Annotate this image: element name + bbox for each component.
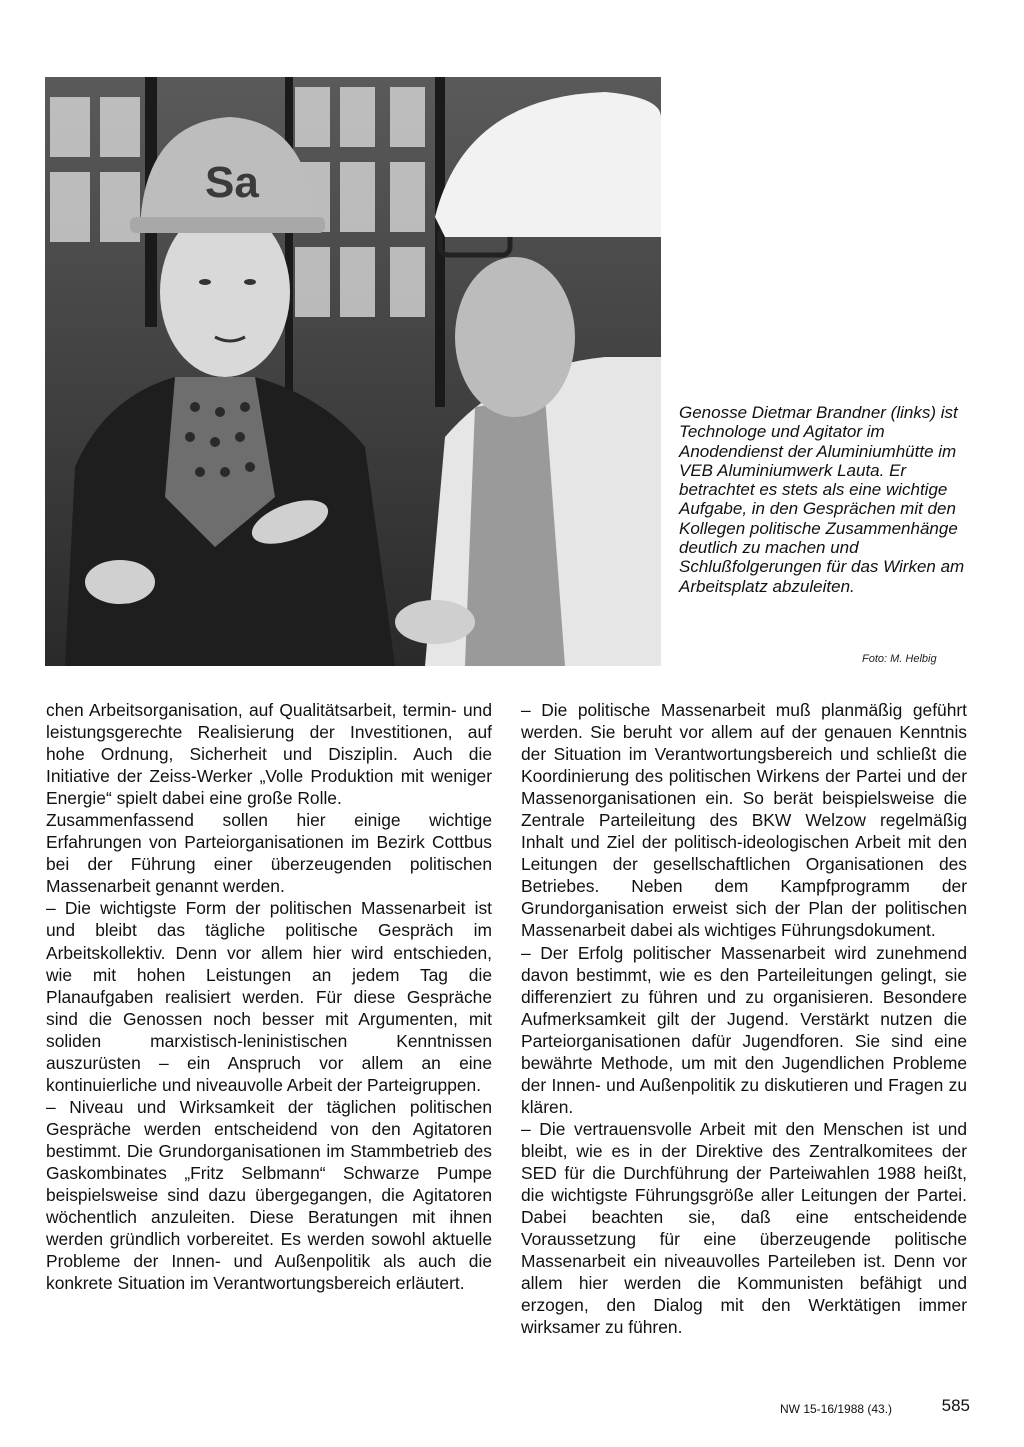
left-column [46,699,492,1294]
issue-label: NW 15-16/1988 (43.) [780,1402,893,1416]
paragraph: – Die politische Massenarbeit muß planmäßig geführt werden. Sie beruht vor allem auf der genauen Kenntnis der Situation im Verantwortungsbereich und schließt die Koordinierung des politischen Wirkens der Partei und der Massenorganisationen ein. So berät beispielsweise die Zentrale Parteileitung des BKW Welzow regelmäßig Inhalt und Ziel der politisch-ideologischen Arbeit mit den Leitungen der gesellschaftlichen Organisationen des Betriebes. Neben dem Kampfprogramm der Grundorganisation erweist sich der Plan der politischen Massenarbeit dabei als wichtiges Führungsdokument. [521,700,967,941]
paragraph: Zusammenfassend sollen hier einige wichtige Erfahrungen von Parteiorganisationen im Bezirk Cottbus bei der Führung einer überzeugenden politischen Massenarbeit genannt werden. [46,810,492,897]
photo-caption [679,403,969,596]
paragraph: – Die wichtigste Form der politischen Massenarbeit ist und bleibt das tägliche politische Gespräch im Arbeitskollektiv. Denn vor allem hier wird entschieden, wie mit hohen Leistungen an jedem Tag die Planaufgaben realisiert werden. Für diese Gespräche sind die Genossen noch besser mit Argumenten, mit soliden marxistisch-leninistischen Kenntnissen auszurüsten – ein Anspruch vor allem an eine kontinuierliche und niveauvolle Arbeit der Parteigruppen. [46,898,492,1095]
paragraph: – Die vertrauensvolle Arbeit mit den Menschen ist und bleibt, wie es in der Direktive des Zentralkomitees der SED für die Durchführung der Parteiwahlen 1988 heißt, die wichtigste Führungsgröße aller Leitungen der Partei. Dabei beachten sie, daß eine entscheidende Voraussetzung für eine überzeugende politische Massenarbeit ein niveauvolles Parteileben ist. Denn vor allem hier werden die Kommunisten befähigt und erzogen, den Dialog mit den Werktätigen immer wirksamer zu führen. [521,1118,967,1338]
photo-two-workers [45,77,661,666]
photo-credit: Foto: M. Helbig [862,653,937,665]
caption-text: Genosse Dietmar Brandner (links) ist Technologe und Agitator im Anodendienst der Aluminiumhütte im VEB Aluminiumwerk Lauta. Er betrachtet es stets als eine wichtige Aufgabe, in den Gesprächen mit den Kollegen politische Zusammenhänge deutlich zu machen und Schlußfolgerungen für das Wirken am Arbeitsplatz abzuleiten. [679,403,965,596]
helmet-text: Sa [205,158,259,207]
page-number: 585 [941,1396,970,1415]
paragraph: – Niveau und Wirksamkeit der täglichen politischen Gespräche werden entscheidend von den Agitatoren bestimmt. Die Grundorganisationen im Stammbetrieb des Gaskombinates „Fritz Selbmann“ Schwarze Pumpe beispielsweise sind dazu übergegangen, die Agitatoren wöchentlich anzuleiten. Diese Beratungen mit ihnen werden gründlich vorbereitet. Es werden sowohl aktuelle Probleme der Innen- und Außenpolitik als auch die konkrete Situation im Verantwortungsbereich erläutert. [46,1096,492,1294]
paragraph: – Der Erfolg politischer Massenarbeit wird zunehmend davon bestimmt, wie es den Parteileitungen gelingt, sie differenziert zu führen und zu organisieren. Besondere Aufmerksamkeit gilt der Jugend. Verstärkt nutzen die Parteiorganisationen dafür Jugendforen. Sie sind eine bewährte Methode, um mit den Jugendlichen Probleme der Innen- und Außenpolitik zu diskutieren und Fragen zu klären. [521,942,967,1117]
photo-two-workers-helmets-icon [45,77,661,666]
right-column [521,699,967,1338]
page-footer [780,1396,970,1420]
paragraph: chen Arbeitsorganisation, auf Qualitätsarbeit, termin- und leistungsgerechte Realisierung der Investitionen, auf hohe Ordnung, Sicherheit und Disziplin. Auch die Initiative der Zeiss-Werker „Volle Produktion mit weniger Energie“ spielt dabei eine große Rolle. [46,700,492,809]
